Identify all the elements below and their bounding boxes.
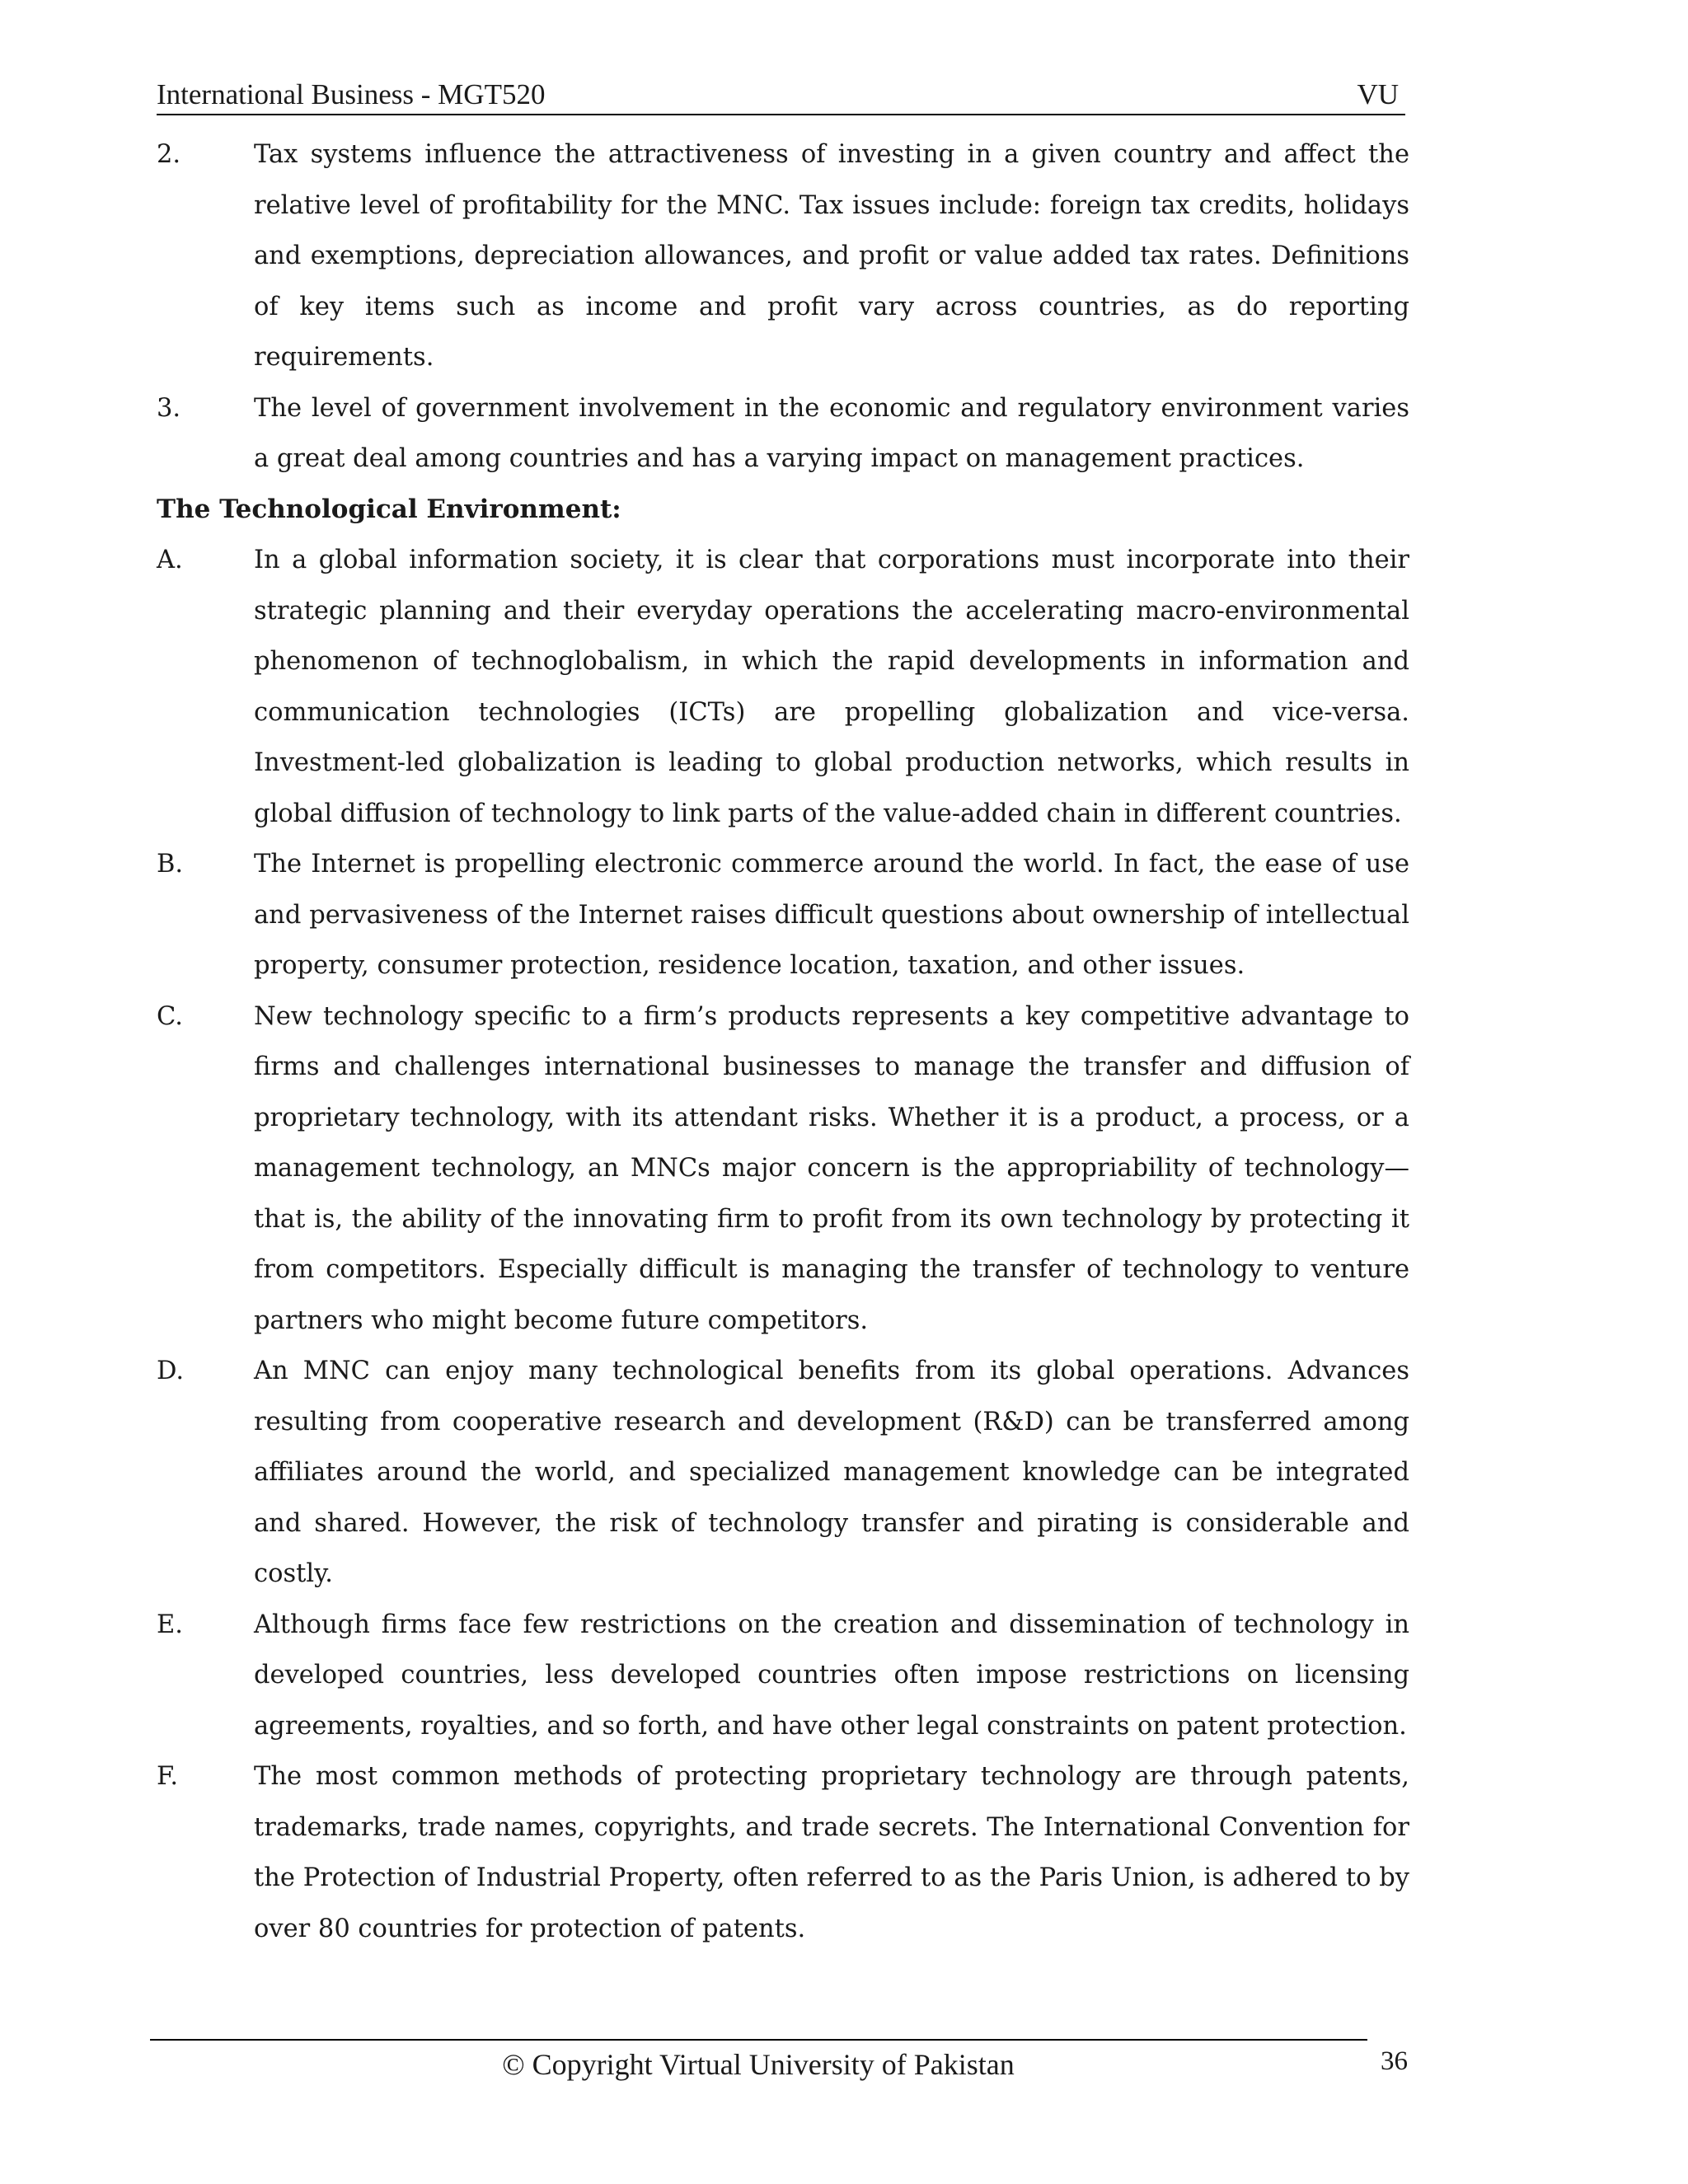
list-item-2 — [157, 129, 1409, 383]
list-item-label: D. — [157, 1357, 185, 1385]
list-item-d — [157, 1346, 1409, 1600]
footer-divider — [150, 2039, 1367, 2041]
footer-copyright: © Copyright Virtual University of Pakistan — [502, 2048, 1015, 2081]
document-body — [157, 129, 1409, 1954]
list-item-text: In a global information society, it is clear that corporations must incorporate into their strategic planning and their everyday operations the accelerating macro-environmental phenomenon of technoglobalism, in which the rapid developments in information and communication technologies (ICTs) are propelling globalization and vice-versa. Investment-led globalization is leading to global production networks, which results in global diffusion of technology to link parts of the value-added chain in different countries. — [254, 546, 1409, 828]
list-item-c — [157, 991, 1409, 1347]
list-item-label: 3. — [157, 393, 181, 423]
list-item-label: F. — [157, 1762, 179, 1791]
list-item-text: New technology specific to a firm’s products represents a key competitive advantage to firms and challenges international businesses to manage the transfer and diffusion of proprietary technology, with its attendant risks. Whether it is a product, a process, or a management technology, an MNCs major concern is the appropriability of technology—that is, the ability of the innovating firm to profit from its own technology by protecting it from competitors. Especially difficult is managing the transfer of technology to venture partners who might become future competitors. — [254, 1001, 1409, 1335]
page-header — [157, 76, 1405, 115]
section-heading: The Technological Environment: — [157, 494, 621, 524]
list-item-f — [157, 1751, 1409, 1954]
list-item-text: An MNC can enjoy many technological benefits from its global operations. Advances resulting from cooperative research and development (R&D) can be transferred among affiliates around the world, and specialized management knowledge can be integrated and shared. However, the risk of technology transfer and pirating is considerable and costly. — [254, 1357, 1409, 1588]
course-title: International Business - MGT520 — [157, 78, 546, 110]
list-item-label: A. — [157, 546, 183, 574]
list-item-label: E. — [157, 1610, 183, 1639]
list-item-label: C. — [157, 1001, 183, 1031]
list-item-label: 2. — [157, 140, 181, 169]
institution-abbrev: VU — [1357, 78, 1399, 110]
list-item-text: Tax systems influence the attractiveness of investing in a given country and affect the relative level of profitability for the MNC. Tax issues include: foreign tax credits, holidays and exemptions, depreciation allowances, and profit or value added tax rates. Definitions of key items such as income and profit vary across countries, as do reporting requirements. — [254, 140, 1409, 372]
list-item-3 — [157, 383, 1409, 485]
list-item-b — [157, 839, 1409, 991]
list-item-text: Although firms face few restrictions on the creation and dissemination of technology in developed countries, less developed countries often impose restrictions on licensing agreements, royalties, and so forth, and have other legal constraints on patent protection. — [254, 1610, 1409, 1741]
list-item-a — [157, 535, 1409, 839]
list-item-text: The most common methods of protecting proprietary technology are through patents, trademarks, trade names, copyrights, and trade secrets. The International Convention for the Protection of Industrial Property, often referred to as the Paris Union, is adhered to by over 80 countries for protection of patents. — [254, 1762, 1409, 1943]
list-item-text: The level of government involvement in the economic and regulatory environment varies a great deal among countries and has a varying impact on management practices. — [254, 393, 1409, 473]
page-number: 36 — [1381, 2046, 1408, 2076]
list-item-label: B. — [157, 850, 184, 879]
list-item-text: The Internet is propelling electronic commerce around the world. In fact, the ease of use and pervasiveness of the Internet raises difficult questions about ownership of intellectual property, consumer protection, residence location, taxation, and other issues. — [254, 850, 1409, 980]
list-item-e — [157, 1600, 1409, 1752]
